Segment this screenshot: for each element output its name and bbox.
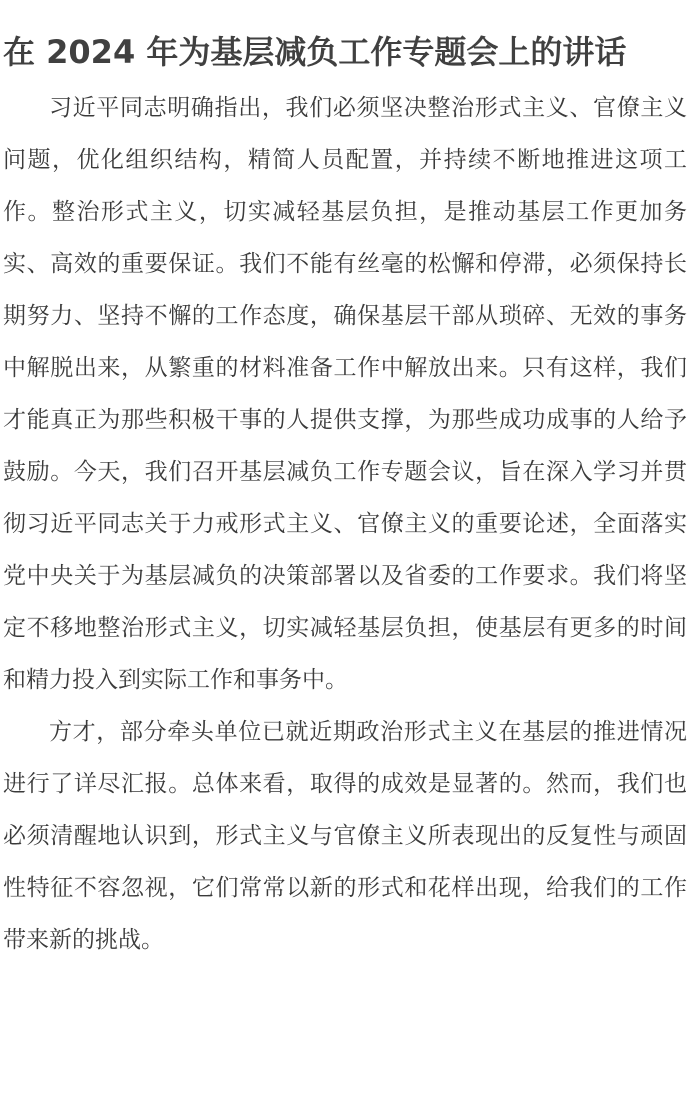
document-body: [3, 82, 687, 966]
document-title: 在 2024 年为基层减负工作专题会上的讲话: [3, 33, 627, 71]
paragraph-2: 方才，部分牵头单位已就近期政治形式主义在基层的推进情况进行了详尽汇报。总体来看，取得的成效是显著的。然而，我们也必须清醒地认识到，形式主义与官僚主义所表现出的反复性与顽固性特征不容忽视，它们常常以新的形式和花样出现，给我们的工作带来新的挑战。: [3, 719, 687, 953]
paragraph-1: 习近平同志明确指出，我们必须坚决整治形式主义、官僚主义问题，优化组织结构，精简人员配置，并持续不断地推进这项工作。整治形式主义，切实减轻基层负担，是推动基层工作更加务实、高效的重要保证。我们不能有丝毫的松懈和停滞，必须保持长期努力、坚持不懈的工作态度，确保基层干部从琐碎、无效的事务中解脱出来，从繁重的材料准备工作中解放出来。只有这样，我们才能真正为那些积极干事的人提供支撑，为那些成功成事的人给予鼓励。今天，我们召开基层减负工作专题会议，旨在深入学习并贯彻习近平同志关于力戒形式主义、官僚主义的重要论述，全面落实党中央关于为基层减负的决策部署以及省委的工作要求。我们将坚定不移地整治形式主义，切实减轻基层负担，使基层有更多的时间和精力投入到实际工作和事务中。: [3, 95, 687, 693]
